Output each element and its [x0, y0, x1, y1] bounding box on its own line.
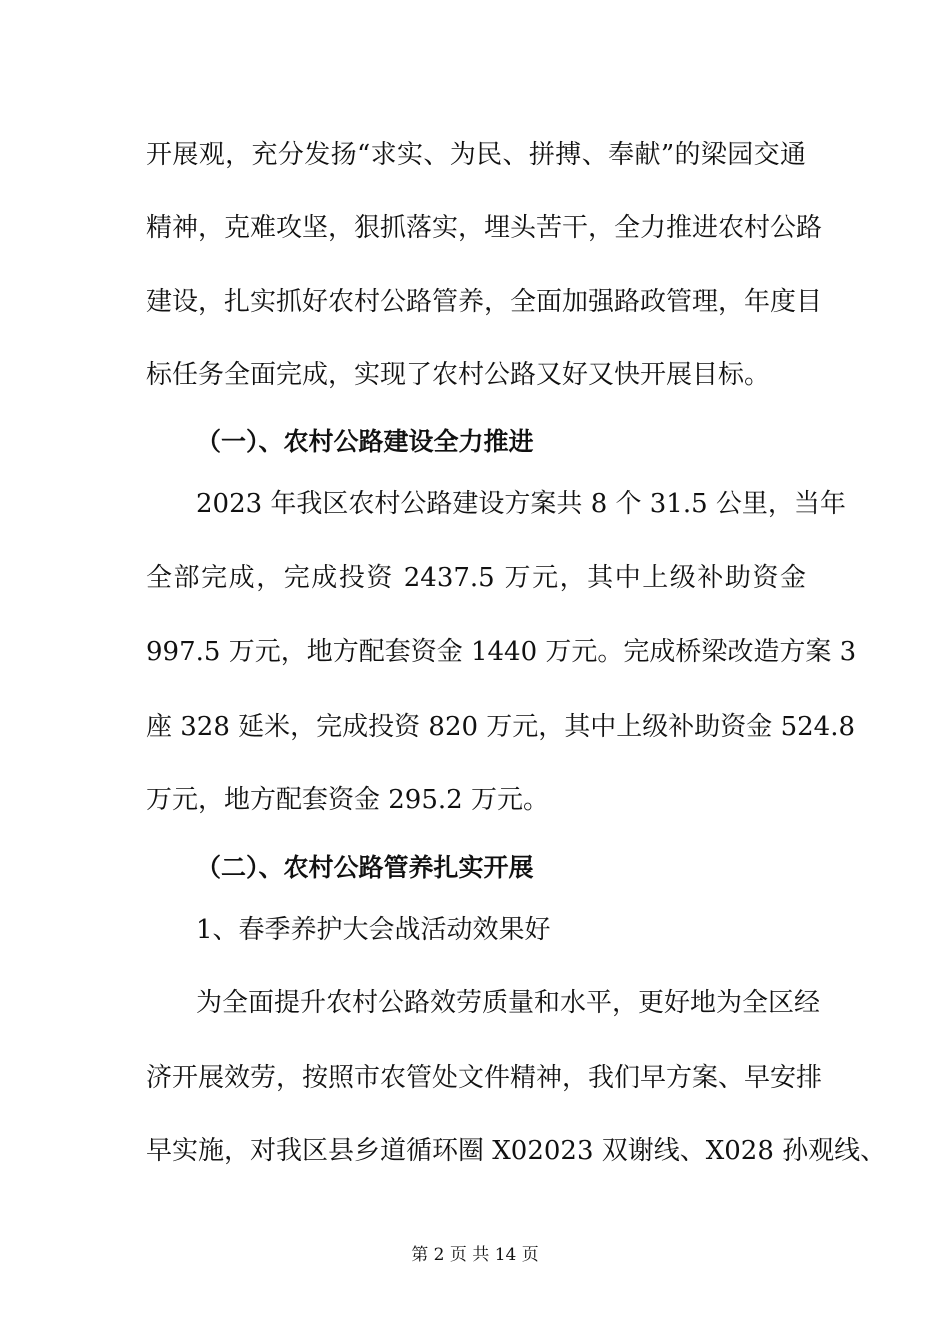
paragraph-line: 2023 年我区农村公路建设方案共 8 个 31.5 公里，当年 [196, 489, 846, 519]
paragraph-line: 标任务全面完成，实现了农村公路又好又快开展目标。 [146, 360, 771, 390]
paragraph-line: 为全面提升农村公路效劳质量和水平，更好地为全区经 [196, 988, 821, 1018]
paragraph-line: 997.5 万元，地方配套资金 1440 万元。完成桥梁改造方案 3 [146, 637, 857, 667]
paragraph-line: 全部完成，完成投资 2437.5 万元，其中上级补助资金 [146, 563, 806, 593]
page-footer: 第 2 页 共 14 页 [411, 1245, 539, 1265]
paragraph-line: 座 328 延米，完成投资 820 万元，其中上级补助资金 524.8 [146, 712, 856, 742]
paragraph-line: 济开展效劳，按照市农管处文件精神，我们早方案、早安排 [146, 1063, 823, 1093]
paragraph-line: 精神，克难攻坚，狠抓落实，埋头苦干，全力推进农村公路 [146, 213, 823, 243]
paragraph-line: 万元，地方配套资金 295.2 万元。 [146, 785, 549, 815]
subsection-heading: 1、春季养护大会战活动效果好 [196, 915, 551, 945]
paragraph-line: 开展观，充分发扬“求实、为民、拼搏、奉献”的梁园交通 [146, 140, 806, 170]
paragraph-line: 建设，扎实抓好农村公路管养，全面加强路政管理，年度目 [146, 287, 823, 317]
section-heading: （一）、农村公路建设全力推进 [196, 427, 534, 456]
paragraph-line: 早实施，对我区县乡道循环圈 X02023 双谢线、X028 孙观线、 [146, 1136, 887, 1166]
section-heading: （二）、农村公路管养扎实开展 [196, 853, 534, 882]
